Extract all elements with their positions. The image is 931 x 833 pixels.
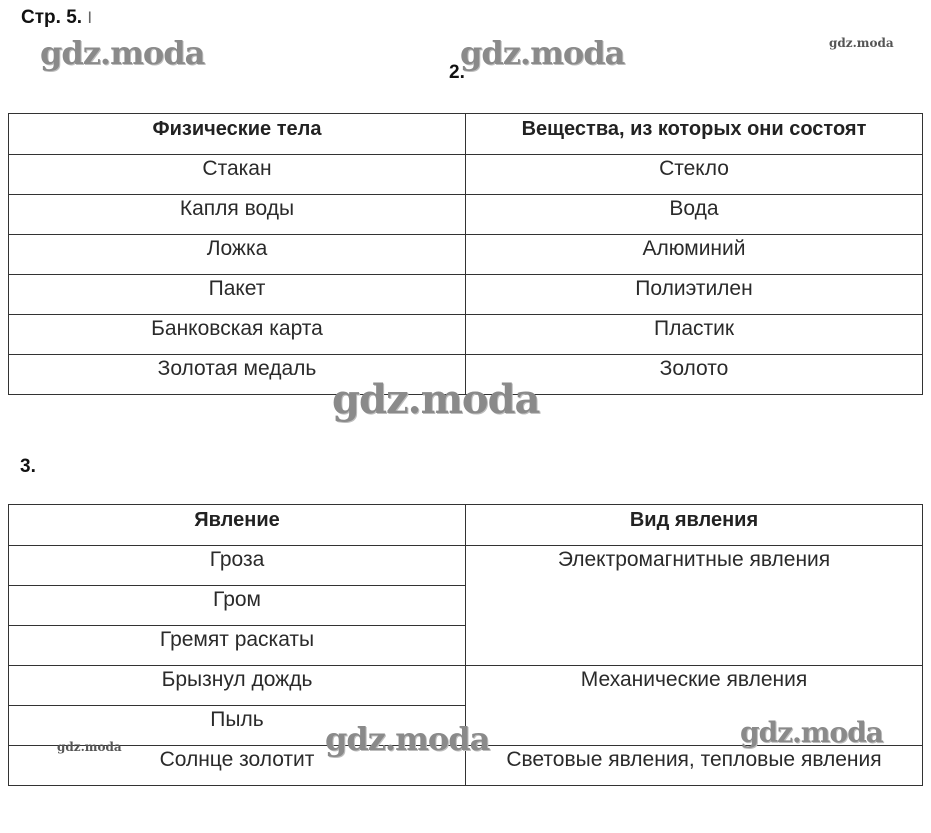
table-cell: Золото <box>466 355 923 395</box>
watermark: gdz.moda <box>40 34 205 72</box>
table-cell: Гром <box>9 586 466 626</box>
table-header-row <box>9 114 923 155</box>
watermark: gdz.moda <box>740 716 883 749</box>
table-cell: Золотая медаль <box>9 355 466 395</box>
table-row <box>9 275 923 315</box>
page-label: Стр. 5. <box>21 7 88 28</box>
table-cell: Банковская карта <box>9 315 466 355</box>
table-cell: Брызнул дождь <box>9 666 466 706</box>
table-cell: Электромагнитные явления <box>466 546 923 666</box>
table-row <box>9 195 923 235</box>
watermark: gdz.moda <box>460 34 625 72</box>
table-cell: Капля воды <box>9 195 466 235</box>
watermark: gdz.moda <box>829 36 894 50</box>
bodies-substances-table <box>8 113 923 395</box>
page-header <box>21 7 92 29</box>
table-cell: Солнце золотит <box>9 746 466 786</box>
table-row <box>9 666 923 706</box>
text-cursor-mark: I <box>87 8 93 27</box>
table-row <box>9 155 923 195</box>
table-cell: Стакан <box>9 155 466 195</box>
table-cell: Световые явления, тепловые явления <box>466 746 923 786</box>
table-row <box>9 546 923 586</box>
table-cell: Гроза <box>9 546 466 586</box>
table-cell: Ложка <box>9 235 466 275</box>
column-header: Вид явления <box>466 505 923 546</box>
table-cell: Механические явления <box>466 666 923 746</box>
table-row <box>9 315 923 355</box>
watermark: gdz.moda <box>325 720 490 758</box>
column-header: Явление <box>9 505 466 546</box>
table-cell: Пакет <box>9 275 466 315</box>
table-cell: Пыль <box>9 706 466 746</box>
watermark: gdz.moda <box>332 376 540 423</box>
table-cell: Алюминий <box>466 235 923 275</box>
table-cell: Стекло <box>466 155 923 195</box>
table-header-row <box>9 505 923 546</box>
section-number-3: 3. <box>20 456 36 477</box>
table-cell: Полиэтилен <box>466 275 923 315</box>
table-cell: Гремят раскаты <box>9 626 466 666</box>
table-cell: Вода <box>466 195 923 235</box>
table-cell: Пластик <box>466 315 923 355</box>
column-header: Вещества, из которых они состоят <box>466 114 923 155</box>
column-header: Физические тела <box>9 114 466 155</box>
section-number-2: 2. <box>449 62 465 83</box>
watermark: gdz.moda <box>57 740 122 754</box>
table-row <box>9 235 923 275</box>
